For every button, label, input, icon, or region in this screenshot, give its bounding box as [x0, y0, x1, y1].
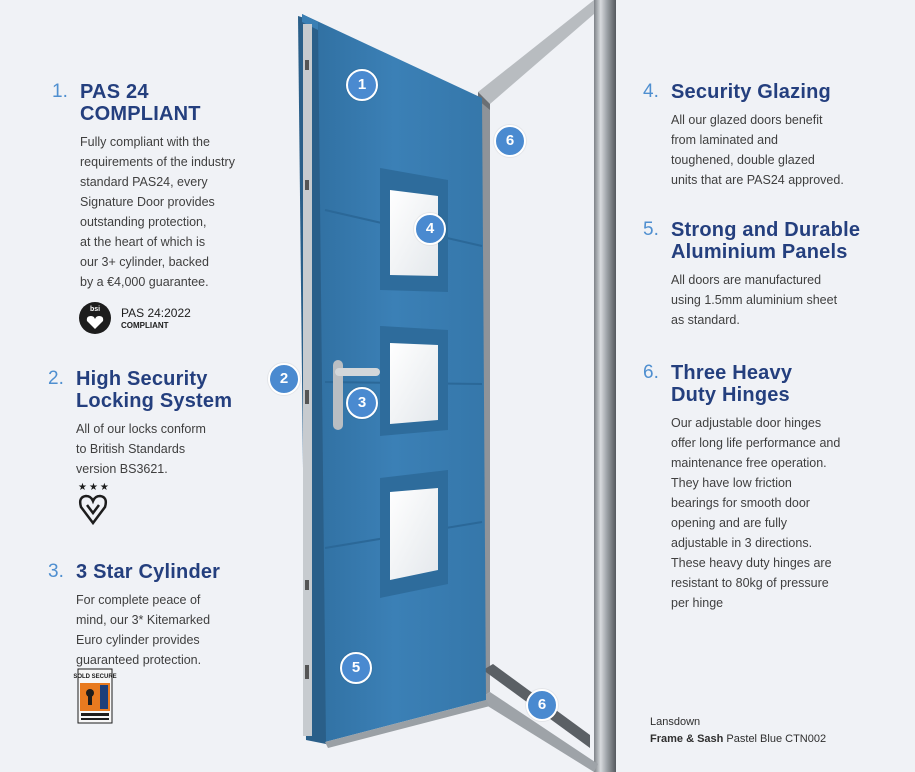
caption-spec-value: Pastel Blue CTN002 — [723, 733, 827, 745]
kitemark-icon — [78, 493, 108, 525]
feature-aluminium-panels — [643, 219, 860, 330]
feature-title: PAS 24 COMPLIANT — [80, 81, 201, 125]
sold-secure-text: SOLD SECURE — [73, 674, 117, 680]
feature-security-glazing — [643, 81, 844, 190]
feature-pas24 — [52, 81, 235, 292]
feature-description: All of our locks conform to British Standards version BS3621. — [76, 422, 206, 476]
feature-number: 6. — [643, 362, 659, 383]
marker-4: 4 — [414, 213, 446, 245]
feature-title: Three Heavy Duty Hinges — [671, 362, 793, 406]
marker-3: 3 — [346, 387, 378, 419]
marker-2: 2 — [268, 363, 300, 395]
caption-spec-label: Frame & Sash — [650, 733, 724, 745]
feature-title: Security Glazing — [671, 81, 831, 103]
marker-1: 1 — [346, 69, 378, 101]
door-slab — [298, 14, 490, 748]
feature-hinges — [643, 362, 840, 613]
feature-description: All doors are manufactured using 1.5mm aluminium sheet as standard. — [671, 273, 838, 327]
feature-description: All our glazed doors benefit from laminated and toughened, double glazed units that are PAS24 approved. — [671, 113, 844, 187]
caption-model: Lansdown — [650, 716, 701, 728]
door-frame — [478, 0, 616, 772]
feature-description: Our adjustable door hinges offer long life performance and maintenance free operation. They have low friction bearings for smooth door opening and are fully adjustable in 3 directions. These heavy duty hinges are resistant to 80kg of pressure per hinge — [671, 416, 841, 610]
feature-title: 3 Star Cylinder — [76, 561, 221, 583]
kitemark-badge — [78, 482, 111, 530]
sold-secure-badge — [73, 669, 117, 723]
marker-6-bottom: 6 — [526, 689, 558, 721]
sold-secure-logo — [73, 669, 117, 723]
kitemark-stars: ★★★ — [78, 482, 111, 493]
bsi-pas24-badge — [79, 302, 191, 334]
feature-number: 3. — [48, 561, 64, 582]
feature-locking-system — [48, 368, 232, 479]
feature-number: 1. — [52, 81, 68, 102]
feature-number: 2. — [48, 368, 64, 389]
marker-5: 5 — [340, 652, 372, 684]
marker-6-top: 6 — [494, 125, 526, 157]
bsi-label: PAS 24:2022 — [121, 306, 191, 320]
feature-3-star-cylinder — [48, 561, 220, 670]
feature-title: High Security Locking System — [76, 368, 233, 412]
product-caption — [650, 714, 826, 748]
bsi-sub-label: COMPLIANT — [121, 321, 169, 330]
caption-spec — [650, 731, 826, 748]
feature-number: 4. — [643, 81, 659, 102]
feature-description: For complete peace of mind, our 3* Kitemarked Euro cylinder provides guaranteed protection. — [76, 593, 211, 667]
bsi-kitemark-icon: bsi — [79, 302, 111, 334]
feature-number: 5. — [643, 219, 659, 240]
feature-description: Fully compliant with the requirements of the industry standard PAS24, every Signature Door provides outstanding protection, at the heart of which is our 3+ cylinder, backed by a €4,000 guarantee. — [80, 135, 235, 289]
feature-title: Strong and Durable Aluminium Panels — [671, 219, 861, 263]
